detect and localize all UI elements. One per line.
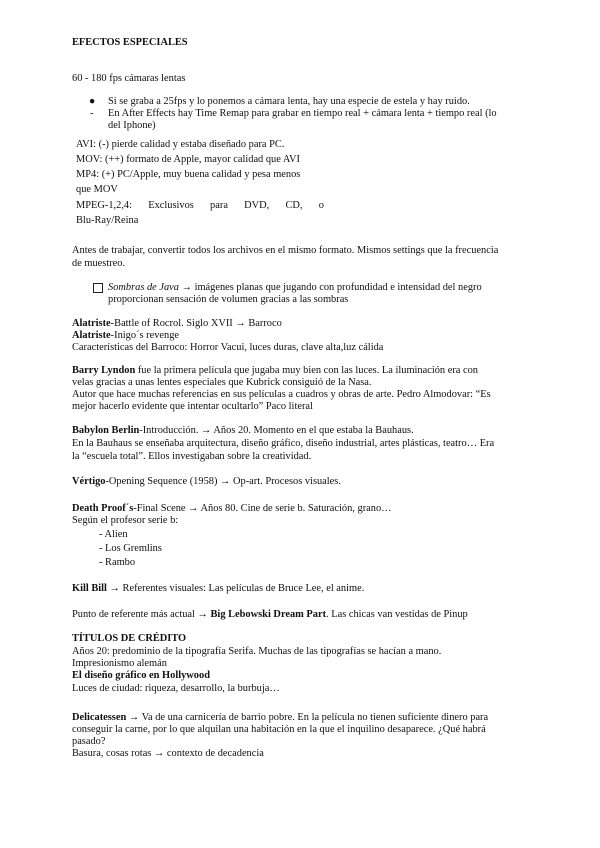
delicatessen-line-4: Basura, cosas rotas → contexto de decadencia xyxy=(72,748,264,759)
killbill-text: → Referentes visuales: Las películas de Bruce Lee, el anime. xyxy=(106,583,365,594)
bullet-item-1: Si se graba a 25fps y lo ponemos a cámara lenta, hay una especie de estela y hay ruido. xyxy=(108,96,470,107)
titulos-subheading: El diseño gráfico en Hollywood xyxy=(72,670,210,681)
sombras-text: → imágenes planas que jugando con profundidad e intensidad del negro xyxy=(179,282,482,293)
sombras-term: Sombras de Java xyxy=(108,282,179,293)
mpeg-word: Exclusivos xyxy=(148,200,194,211)
alatriste-title: Alatriste xyxy=(72,318,111,329)
delicatessen-text: → Va de una carnicería de barrio pobre. En la película no tienen suficiente dinero para xyxy=(126,712,489,723)
babylon-text: -Introducción. → Años 20. Momento en el que estaba la Bauhaus. xyxy=(139,425,414,436)
antes-line-2: de muestreo. xyxy=(72,258,126,269)
vertigo-line xyxy=(72,476,341,488)
alatriste-text-2: -Inigo´s revenge xyxy=(110,330,180,341)
list-item: - Rambo xyxy=(99,557,136,568)
mpeg-word: para xyxy=(210,200,228,211)
format-mpeg-line-2: Blu-Ray/Reina xyxy=(76,215,139,226)
section-heading: TÍTULOS DE CRÉDITO xyxy=(72,633,187,644)
alatriste-line-2 xyxy=(72,330,179,342)
mpeg-word: DVD, xyxy=(244,200,270,211)
killbill-line xyxy=(72,583,364,595)
alatriste-text: -Battle of Rocrol. Siglo XVII → Barroco xyxy=(110,318,282,329)
barry-line-4: mejor hacerlo evidente que intentar ocultarlo” Paco literal xyxy=(72,401,313,412)
death-line-1 xyxy=(72,503,392,515)
checkbox-icon[interactable] xyxy=(93,283,103,293)
antes-line-1: Antes de trabajar, convertir todos los archivos en el mismo formato. Mismos settings que la frecuencia xyxy=(72,245,499,256)
format-mpeg-line-1 xyxy=(76,200,324,212)
titulos-line-4: Luces de ciudad: riqueza, desarrollo, la burbuja… xyxy=(72,683,280,694)
punto-line xyxy=(72,609,468,621)
delicatessen-line-2: conseguir la carne, por lo que alquilan una habitación en la que el inquilino desaparece. ¿Qué habrá xyxy=(72,724,486,735)
barry-line-3: Autor que hace muchas referencias en sus películas a cuadros y obras de arte. Pedro Almodovar: “Es xyxy=(72,389,491,400)
punto-bold: Big Lebowski Dream Part xyxy=(210,609,327,620)
bullet-item-2-line-2: del Iphone) xyxy=(108,120,156,131)
titulos-line-2: Impresionismo alemán xyxy=(72,658,167,669)
bullet-dash: - xyxy=(90,108,94,119)
format-mov: MOV: (++) formato de Apple, mayor calidad que AVI xyxy=(76,154,300,165)
killbill-title: Kill Bill xyxy=(72,583,107,594)
babylon-line-1 xyxy=(72,425,414,437)
death-text: -Final Scene → Años 80. Cine de serie b. Saturación, grano… xyxy=(133,503,392,514)
barry-line-1 xyxy=(72,365,478,377)
titulos-line-1: Años 20: predominio de la tipografía Serifa. Muchas de las tipografías se hacían a mano. xyxy=(72,646,442,657)
punto-post: . Las chicas van vestidas de Pinup xyxy=(326,609,468,620)
sombras-line-2: proporcionan sensación de volumen gracias a las sombras xyxy=(108,294,349,305)
alatriste-line-1 xyxy=(72,318,282,330)
delicatessen-title: Delicatessen xyxy=(72,712,127,723)
babylon-line-2: En la Bauhaus se enseñaba arquitectura, diseño gráfico, diseño industrial, artes plásticas, teatro… Era xyxy=(72,438,495,449)
list-item: - Alien xyxy=(99,529,128,540)
delicatessen-line-1 xyxy=(72,712,488,724)
punto-pre: Punto de referente más actual → xyxy=(72,609,211,620)
format-avi: AVI: (-) pierde calidad y estaba diseñado para PC. xyxy=(76,139,285,150)
babylon-line-3: la “escuela total”. Ellos investigaban sobre la creatividad. xyxy=(72,451,312,462)
format-mp4-line-2: que MOV xyxy=(76,184,118,195)
barroco-line: Características del Barroco: Horror Vacui, luces duras, clave alta,luz cálida xyxy=(72,342,384,353)
bullet-dot: ● xyxy=(89,96,96,107)
death-title: Death Proof´s xyxy=(72,503,134,514)
delicatessen-line-3: pasado? xyxy=(72,736,106,747)
fps-line: 60 - 180 fps cámaras lentas xyxy=(72,73,186,84)
mpeg-word: CD, xyxy=(285,200,303,211)
death-line-2: Según el profesor serie b: xyxy=(72,515,179,526)
vertigo-text: -Opening Sequence (1958) → Op-art. Procesos visuales. xyxy=(105,476,341,487)
list-item: - Los Gremlins xyxy=(99,543,162,554)
mpeg-word: MPEG-1,2,4: xyxy=(76,200,132,211)
barry-text: fue la primera película que jugaba muy bien con las luces. La iluminación era con xyxy=(135,365,478,376)
vertigo-title: Vértigo xyxy=(72,476,106,487)
sombras-line-1 xyxy=(108,282,482,294)
barry-title: Barry Lyndon xyxy=(72,365,136,376)
babylon-title: Babylon Berlin xyxy=(72,425,140,436)
mpeg-word: o xyxy=(318,200,324,211)
document-title: EFECTOS ESPECIALES xyxy=(72,37,188,48)
alatriste-title-2: Alatriste xyxy=(72,330,111,341)
format-mp4-line-1: MP4: (+) PC/Apple, muy buena calidad y pesa menos xyxy=(76,169,301,180)
bullet-item-2-line-1: En After Effects hay Time Remap para grabar en tiempo real + cámara lenta + tiempo real (lo xyxy=(108,108,497,119)
barry-line-2: velas gracias a unas lentes especiales que Kubrick consiguió de la Nasa. xyxy=(72,377,372,388)
